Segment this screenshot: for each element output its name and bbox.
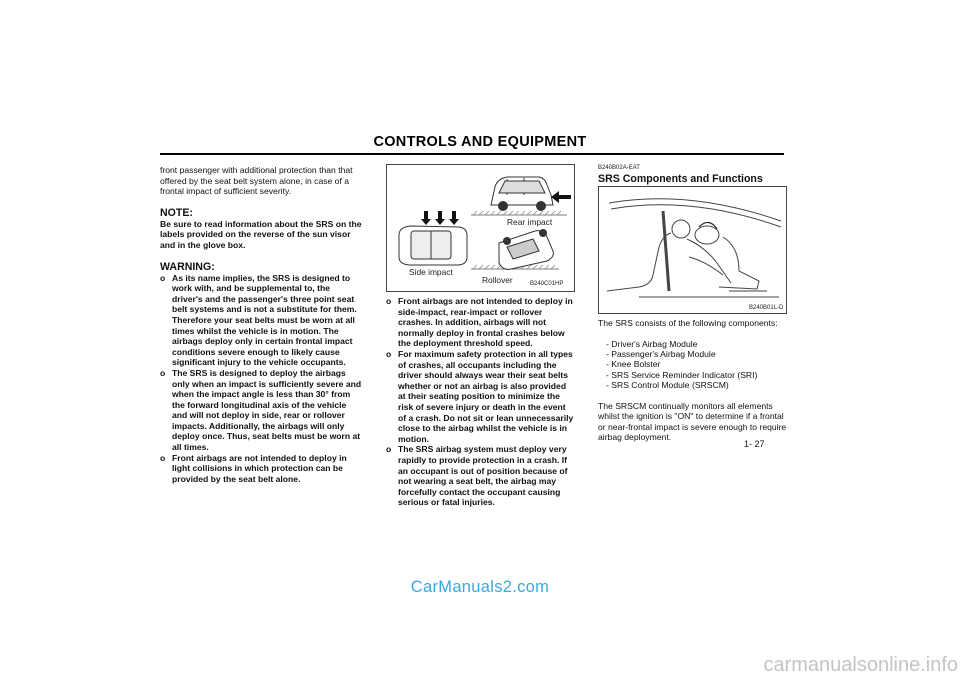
arrow-down-icons — [421, 211, 459, 225]
caution-item: o For maximum safety protection in all types of crashes, all occupants including the driver should always wear their seat belts whether or not an airbag is also provided at their seating position to minimize the risk of severe injury or death in the event of a crash. Do not sit or lean unnecessarily close to the airbag whilst the vehicle is in motion. — [386, 348, 574, 444]
label-rear-impact: Rear impact — [507, 217, 553, 227]
components-intro: The SRS consists of the following components: — [598, 318, 778, 328]
car-rollover — [499, 231, 553, 270]
components-list — [598, 339, 788, 391]
suv-rear-impact — [491, 177, 553, 205]
left-column — [160, 165, 363, 484]
bullet-marker: o — [160, 367, 166, 378]
list-item: - SRS Control Module (SRSCM) — [606, 380, 729, 391]
bullet-marker: o — [386, 296, 392, 306]
footer-watermark: carmanualsonline.info — [763, 654, 958, 676]
label-side-impact: Side impact — [409, 267, 453, 277]
note-heading: NOTE: — [160, 206, 193, 219]
warning-item: o The SRS is designed to deploy the airbags only when an impact is sufficiently severe and when the impact angle is less than 30° from the forward longitudinal axis of the vehicle and will not deploy in side, rear or rollover impacts. Additionally, the airbags will only deploy once. Thus, seat belts must be worn at all times. — [160, 367, 362, 453]
section-heading: SRS Components and Functions — [598, 173, 763, 185]
srscm-paragraph: The SRSCM continually monitors all elements whilst the ignition is "ON" to determine if a frontal or near-frontal impact is severe enough to require airbag deployment. — [598, 400, 787, 443]
intro-paragraph: front passenger with additional protection than that offered by the seat belt system alone, in case of a frontal impact of sufficient severity. — [160, 165, 353, 197]
page-title: CONTROLS AND EQUIPMENT — [373, 134, 587, 150]
figure-code: B240C01HP — [530, 281, 564, 287]
arrow-left-icon — [551, 191, 571, 203]
warning-item: o As its name implies, the SRS is designed to work with, and be supplemental to, the driver's and the passenger's three point seat belt systems and is not a substitute for them. Therefore your seat belts must be worn at all times whilst the vehicle is in motion. The airbags deploy only in certain frontal impact conditions severe enough to likely cause significant injury to the vehicle occupants. — [160, 272, 357, 368]
list-item: - SRS Service Reminder Indicator (SRI) — [606, 369, 758, 380]
figure-code: B240B01L-D — [749, 305, 784, 311]
bullet-marker: o — [160, 452, 166, 463]
bullet-marker: o — [386, 348, 392, 359]
section-code: B240B02A-EAT — [598, 165, 640, 171]
srs-components-figure — [598, 186, 787, 314]
car-side-impact — [399, 226, 467, 265]
middle-column — [386, 296, 576, 508]
watermark-link[interactable]: CarManuals2.com — [410, 578, 550, 596]
warning-item: o Front airbags are not intended to deploy in light collisions in which protection can be provided by the seat belt alone. — [160, 452, 347, 484]
header-divider — [160, 153, 784, 155]
srs-illustration — [599, 187, 786, 313]
list-item: - Knee Bolster — [606, 359, 661, 370]
label-rollover: Rollover — [482, 275, 513, 285]
right-column — [598, 318, 788, 443]
note-body: Be sure to read information about the SRS on the labels provided on the reverse of the sun visor and in the glove box. — [160, 218, 362, 250]
caution-item: o Front airbags are not intended to deploy in side-impact, rear-impact or rollover crashes. In addition, airbags will not normally deploy in frontal crashes below the deployment threshold speed. — [386, 296, 573, 349]
list-item: - Driver's Airbag Module — [606, 338, 698, 349]
caution-item: o The SRS airbag system must deploy very rapidly to provide protection in a crash. If an occupant is out of position because of not wearing a seat belt, the airbag may forcefully contact the occupant causing serious or fatal injuries. — [386, 444, 568, 508]
impact-types-figure — [386, 164, 575, 292]
bullet-marker: o — [386, 444, 392, 455]
warning-heading: WARNING: — [160, 260, 215, 273]
bullet-marker: o — [160, 272, 166, 283]
list-item: - Passenger's Airbag Module — [606, 349, 716, 359]
page-number: 1- 27 — [744, 439, 765, 449]
